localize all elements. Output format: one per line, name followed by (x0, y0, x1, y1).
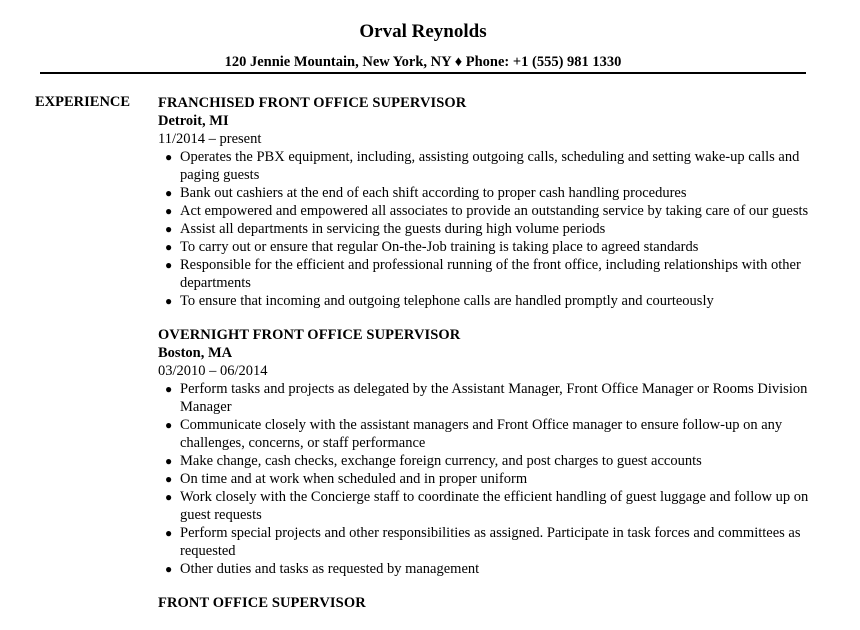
duty-text: Other duties and tasks as requested by management (180, 561, 480, 577)
duty-list (158, 380, 818, 578)
duty-item (158, 256, 818, 292)
duty-item (158, 452, 818, 470)
duty-text: Bank out cashiers at the end of each shift according to proper cash handling procedures (180, 185, 687, 201)
section-label-experience: EXPERIENCE (35, 94, 131, 110)
duty-item (158, 220, 818, 238)
duty-text: Communicate closely with the assistant managers and Front Office manager to ensure follow-up on any challenges, concerns, or staff performance (180, 417, 783, 451)
duty-item (158, 524, 818, 560)
duty-item (158, 148, 818, 184)
bullet-icon: ● (165, 186, 173, 200)
duty-item (158, 238, 818, 256)
bullet-icon: ● (165, 562, 173, 576)
job-entry (158, 94, 818, 310)
job-dates: 11/2014 – present (158, 131, 262, 147)
job-location: Boston, MA (158, 345, 233, 361)
bullet-icon: ● (165, 204, 173, 218)
bullet-icon: ● (165, 258, 173, 272)
duty-text: Act empowered and empowered all associates to provide an outstanding service by taking care of our guests (180, 203, 809, 219)
job-entry (158, 594, 818, 612)
duty-text: To ensure that incoming and outgoing telephone calls are handled promptly and courteously (180, 293, 714, 309)
duty-item (158, 560, 818, 578)
job-title: FRANCHISED FRONT OFFICE SUPERVISOR (158, 95, 467, 111)
duty-text: Perform special projects and other responsibilities as assigned. Participate in task forces and committees as requested (180, 525, 801, 559)
duty-text: Operates the PBX equipment, including, assisting outgoing calls, scheduling and setting wake-up calls and paging guests (180, 149, 800, 183)
experience-content (158, 94, 818, 628)
job-dates: 03/2010 – 06/2014 (158, 363, 268, 379)
job-entry (158, 326, 818, 578)
duty-item (158, 380, 818, 416)
duty-item (158, 470, 818, 488)
duty-text: Responsible for the efficient and professional running of the front office, including relationships with other departments (180, 257, 801, 291)
duty-item (158, 202, 818, 220)
contact-line: 120 Jennie Mountain, New York, NY ♦ Phone: +1 (555) 981 1330 (224, 54, 622, 70)
job-location: Detroit, MI (158, 113, 229, 129)
job-title: OVERNIGHT FRONT OFFICE SUPERVISOR (158, 327, 461, 343)
job-title: FRONT OFFICE SUPERVISOR (158, 595, 366, 611)
duty-text: Work closely with the Concierge staff to coordinate the efficient handling of guest luggage and follow up on guest requests (180, 489, 809, 523)
bullet-icon: ● (165, 418, 173, 432)
bullet-icon: ● (165, 382, 173, 396)
bullet-icon: ● (165, 240, 173, 254)
bullet-icon: ● (165, 454, 173, 468)
duty-list (158, 148, 818, 310)
duty-item (158, 488, 818, 524)
duty-item (158, 184, 818, 202)
bullet-icon: ● (165, 490, 173, 504)
resume-name: Orval Reynolds (359, 21, 487, 42)
duty-item (158, 292, 818, 310)
header-divider (40, 72, 806, 74)
bullet-icon: ● (165, 150, 173, 164)
bullet-icon: ● (165, 526, 173, 540)
bullet-icon: ● (165, 294, 173, 308)
duty-text: On time and at work when scheduled and in proper uniform (180, 471, 528, 487)
duty-text: Perform tasks and projects as delegated by the Assistant Manager, Front Office Manager or Rooms Division Manager (180, 381, 808, 415)
duty-text: Make change, cash checks, exchange foreign currency, and post charges to guest accounts (180, 453, 702, 469)
duty-item (158, 416, 818, 452)
bullet-icon: ● (165, 472, 173, 486)
duty-text: To carry out or ensure that regular On-the-Job training is taking place to agreed standards (180, 239, 699, 255)
bullet-icon: ● (165, 222, 173, 236)
duty-text: Assist all departments in servicing the guests during high volume periods (180, 221, 606, 237)
